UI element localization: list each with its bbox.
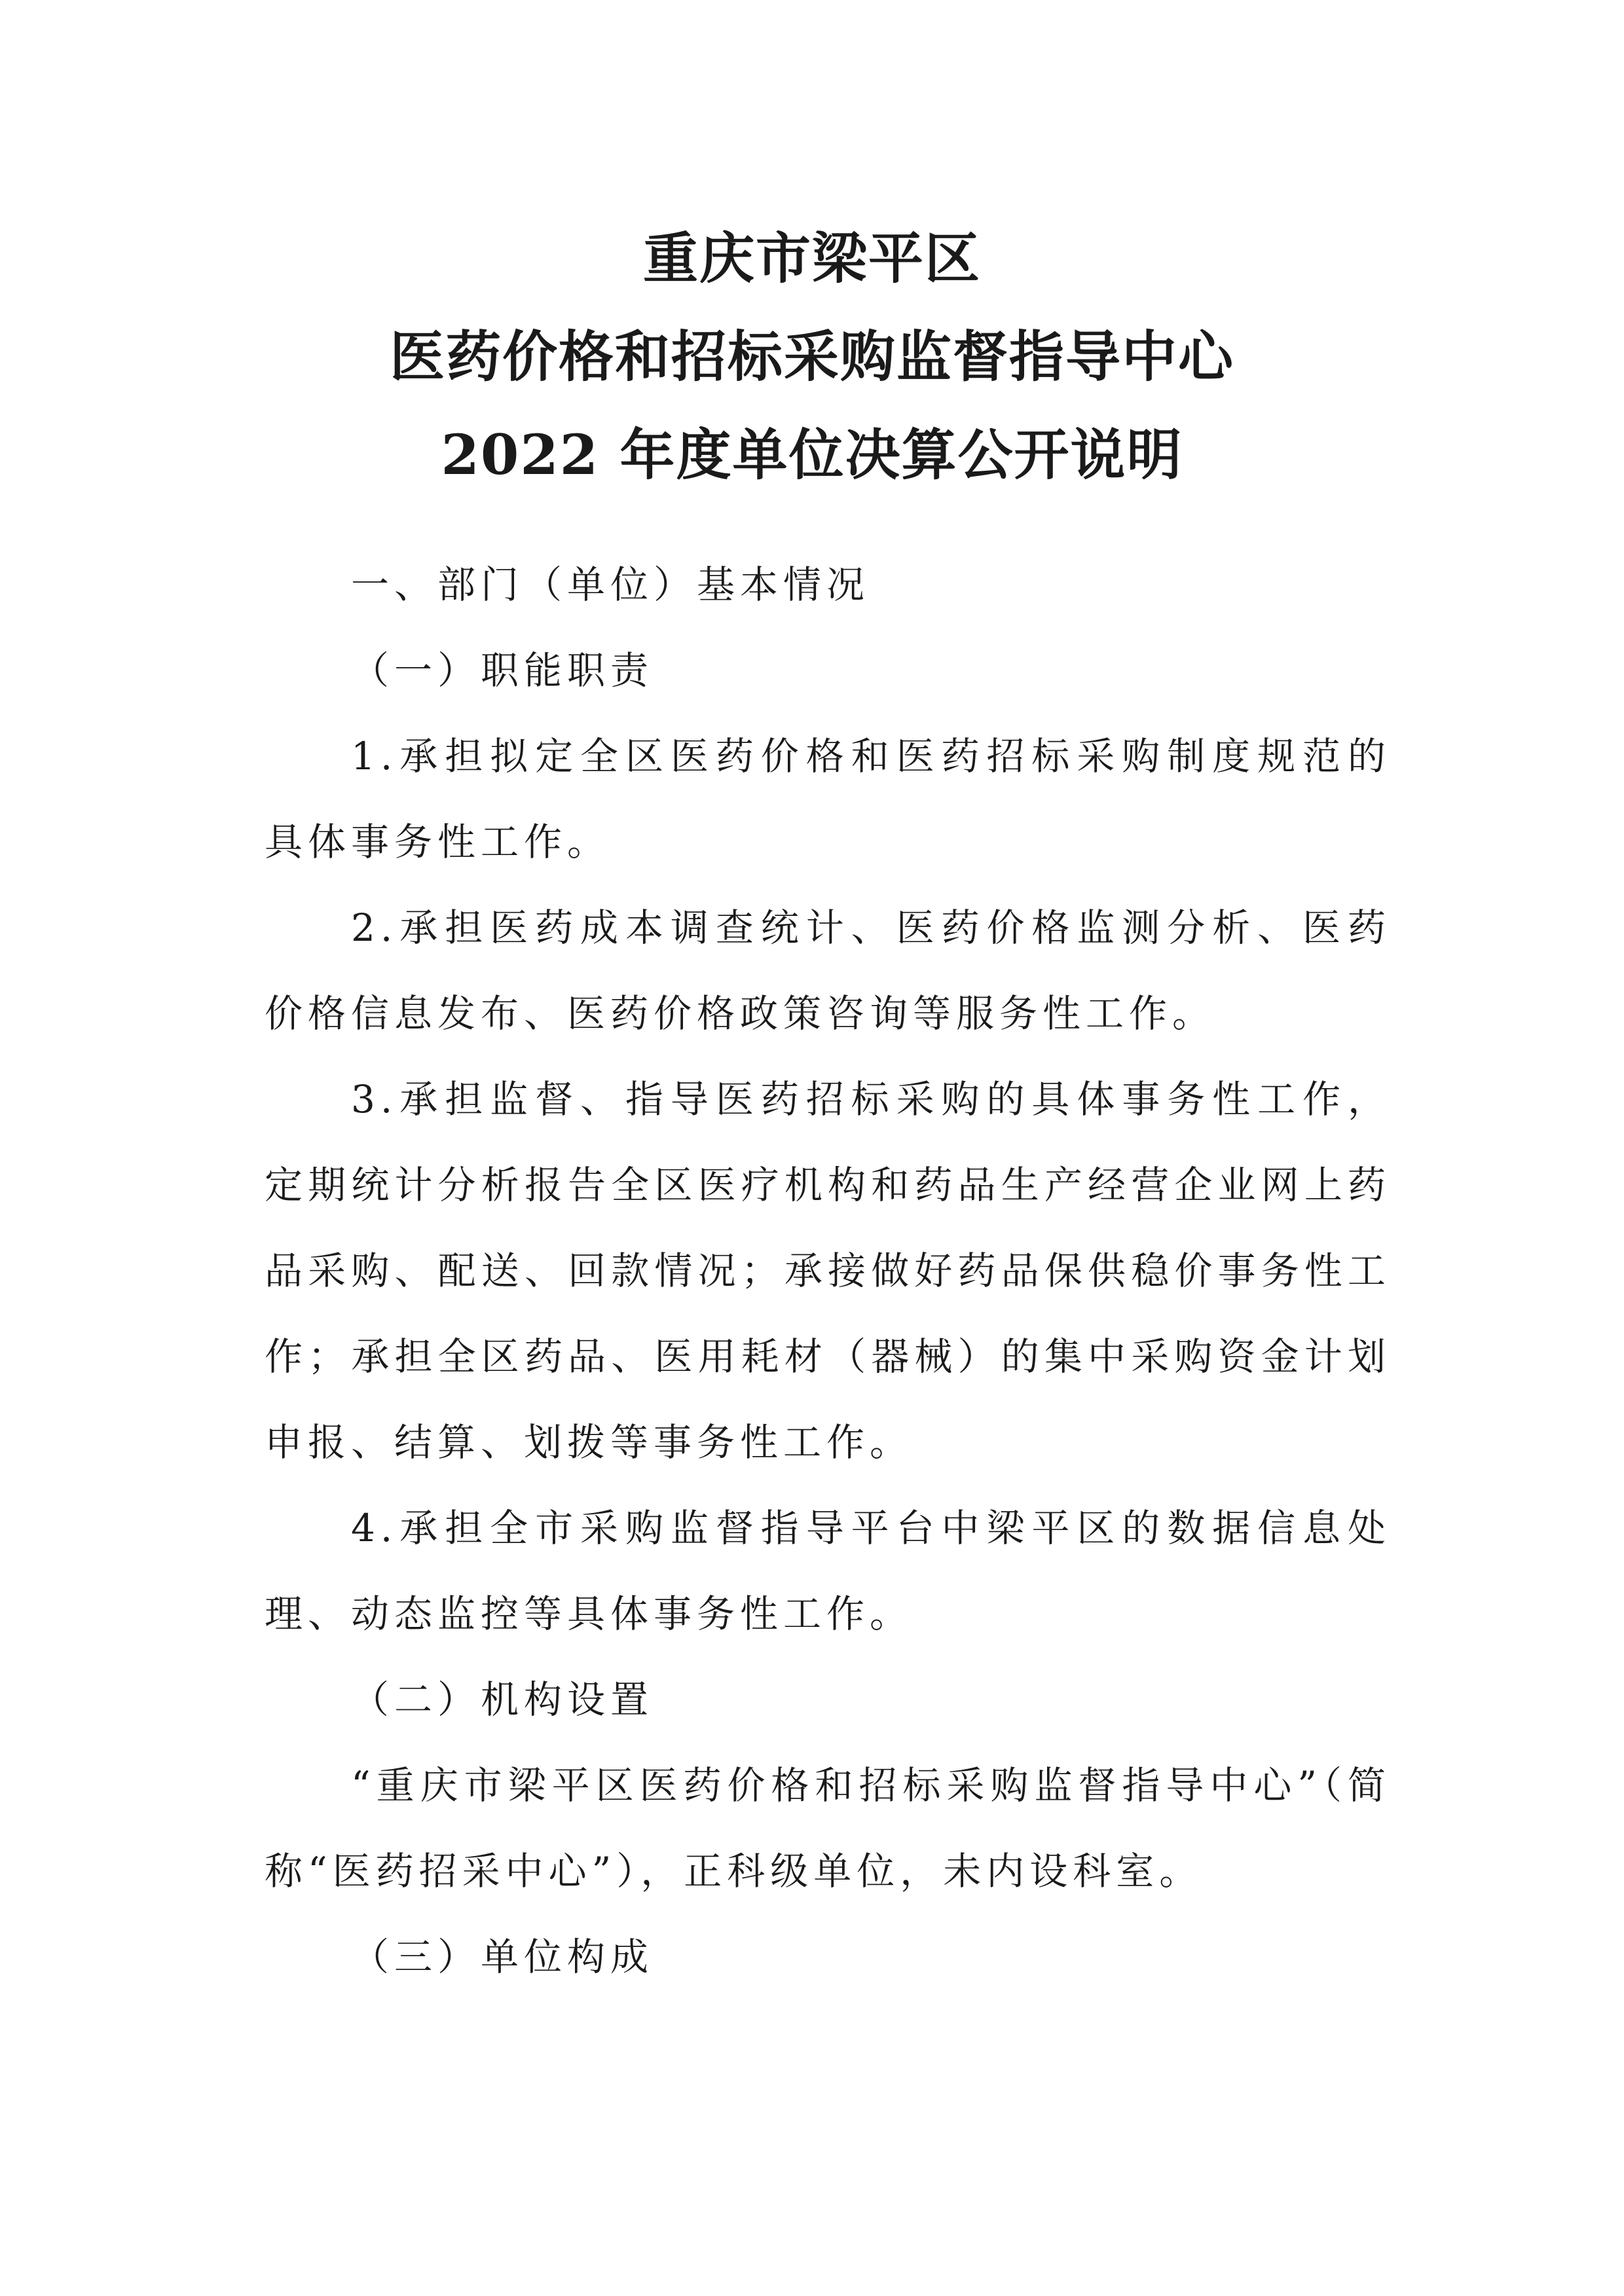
duty-item-4: 4.承担全市采购监督指导平台中梁平区的数据信息处理、动态监控等具体事务性工作。 (265, 1506, 1391, 1636)
duty-item-2: 2.承担医药成本调查统计、医药价格监测分析、医药价格信息发布、医药价格政策咨询等服务性工作。 (265, 905, 1391, 1036)
document-body (265, 542, 1391, 2000)
title-line-3: 2022 年度单位决算公开说明 (441, 422, 1183, 487)
document-title (0, 210, 1624, 504)
title-line-1: 重庆市梁平区 (642, 226, 981, 291)
section-heading-basic-info: 一、部门（单位）基本情况 (351, 562, 870, 607)
subheading-organization: （二）机构设置 (351, 1677, 654, 1722)
subheading-duties: （一）职能职责 (351, 648, 654, 693)
organization-description: “重庆市梁平区医药价格和招标采购监督指导中心”（简称“医药招采中心”），正科级单位，未内设科室。 (265, 1763, 1391, 1893)
title-line-2: 医药价格和招标采购监督指导中心 (389, 324, 1234, 389)
duty-item-3: 3.承担监督、指导医药招标采购的具体事务性工作，定期统计分析报告全区医疗机构和药品生产经营企业网上药品采购、配送、回款情况；承接做好药品保供稳价事务性工作；承担全区药品、医用耗材（器械）的集中采购资金计划申报、结算、划拨等事务性工作。 (265, 1077, 1391, 1465)
subheading-unit-composition: （三）单位构成 (351, 1935, 654, 1979)
duty-item-1: 1.承担拟定全区医药价格和医药招标采购制度规范的具体事务性工作。 (265, 734, 1391, 864)
